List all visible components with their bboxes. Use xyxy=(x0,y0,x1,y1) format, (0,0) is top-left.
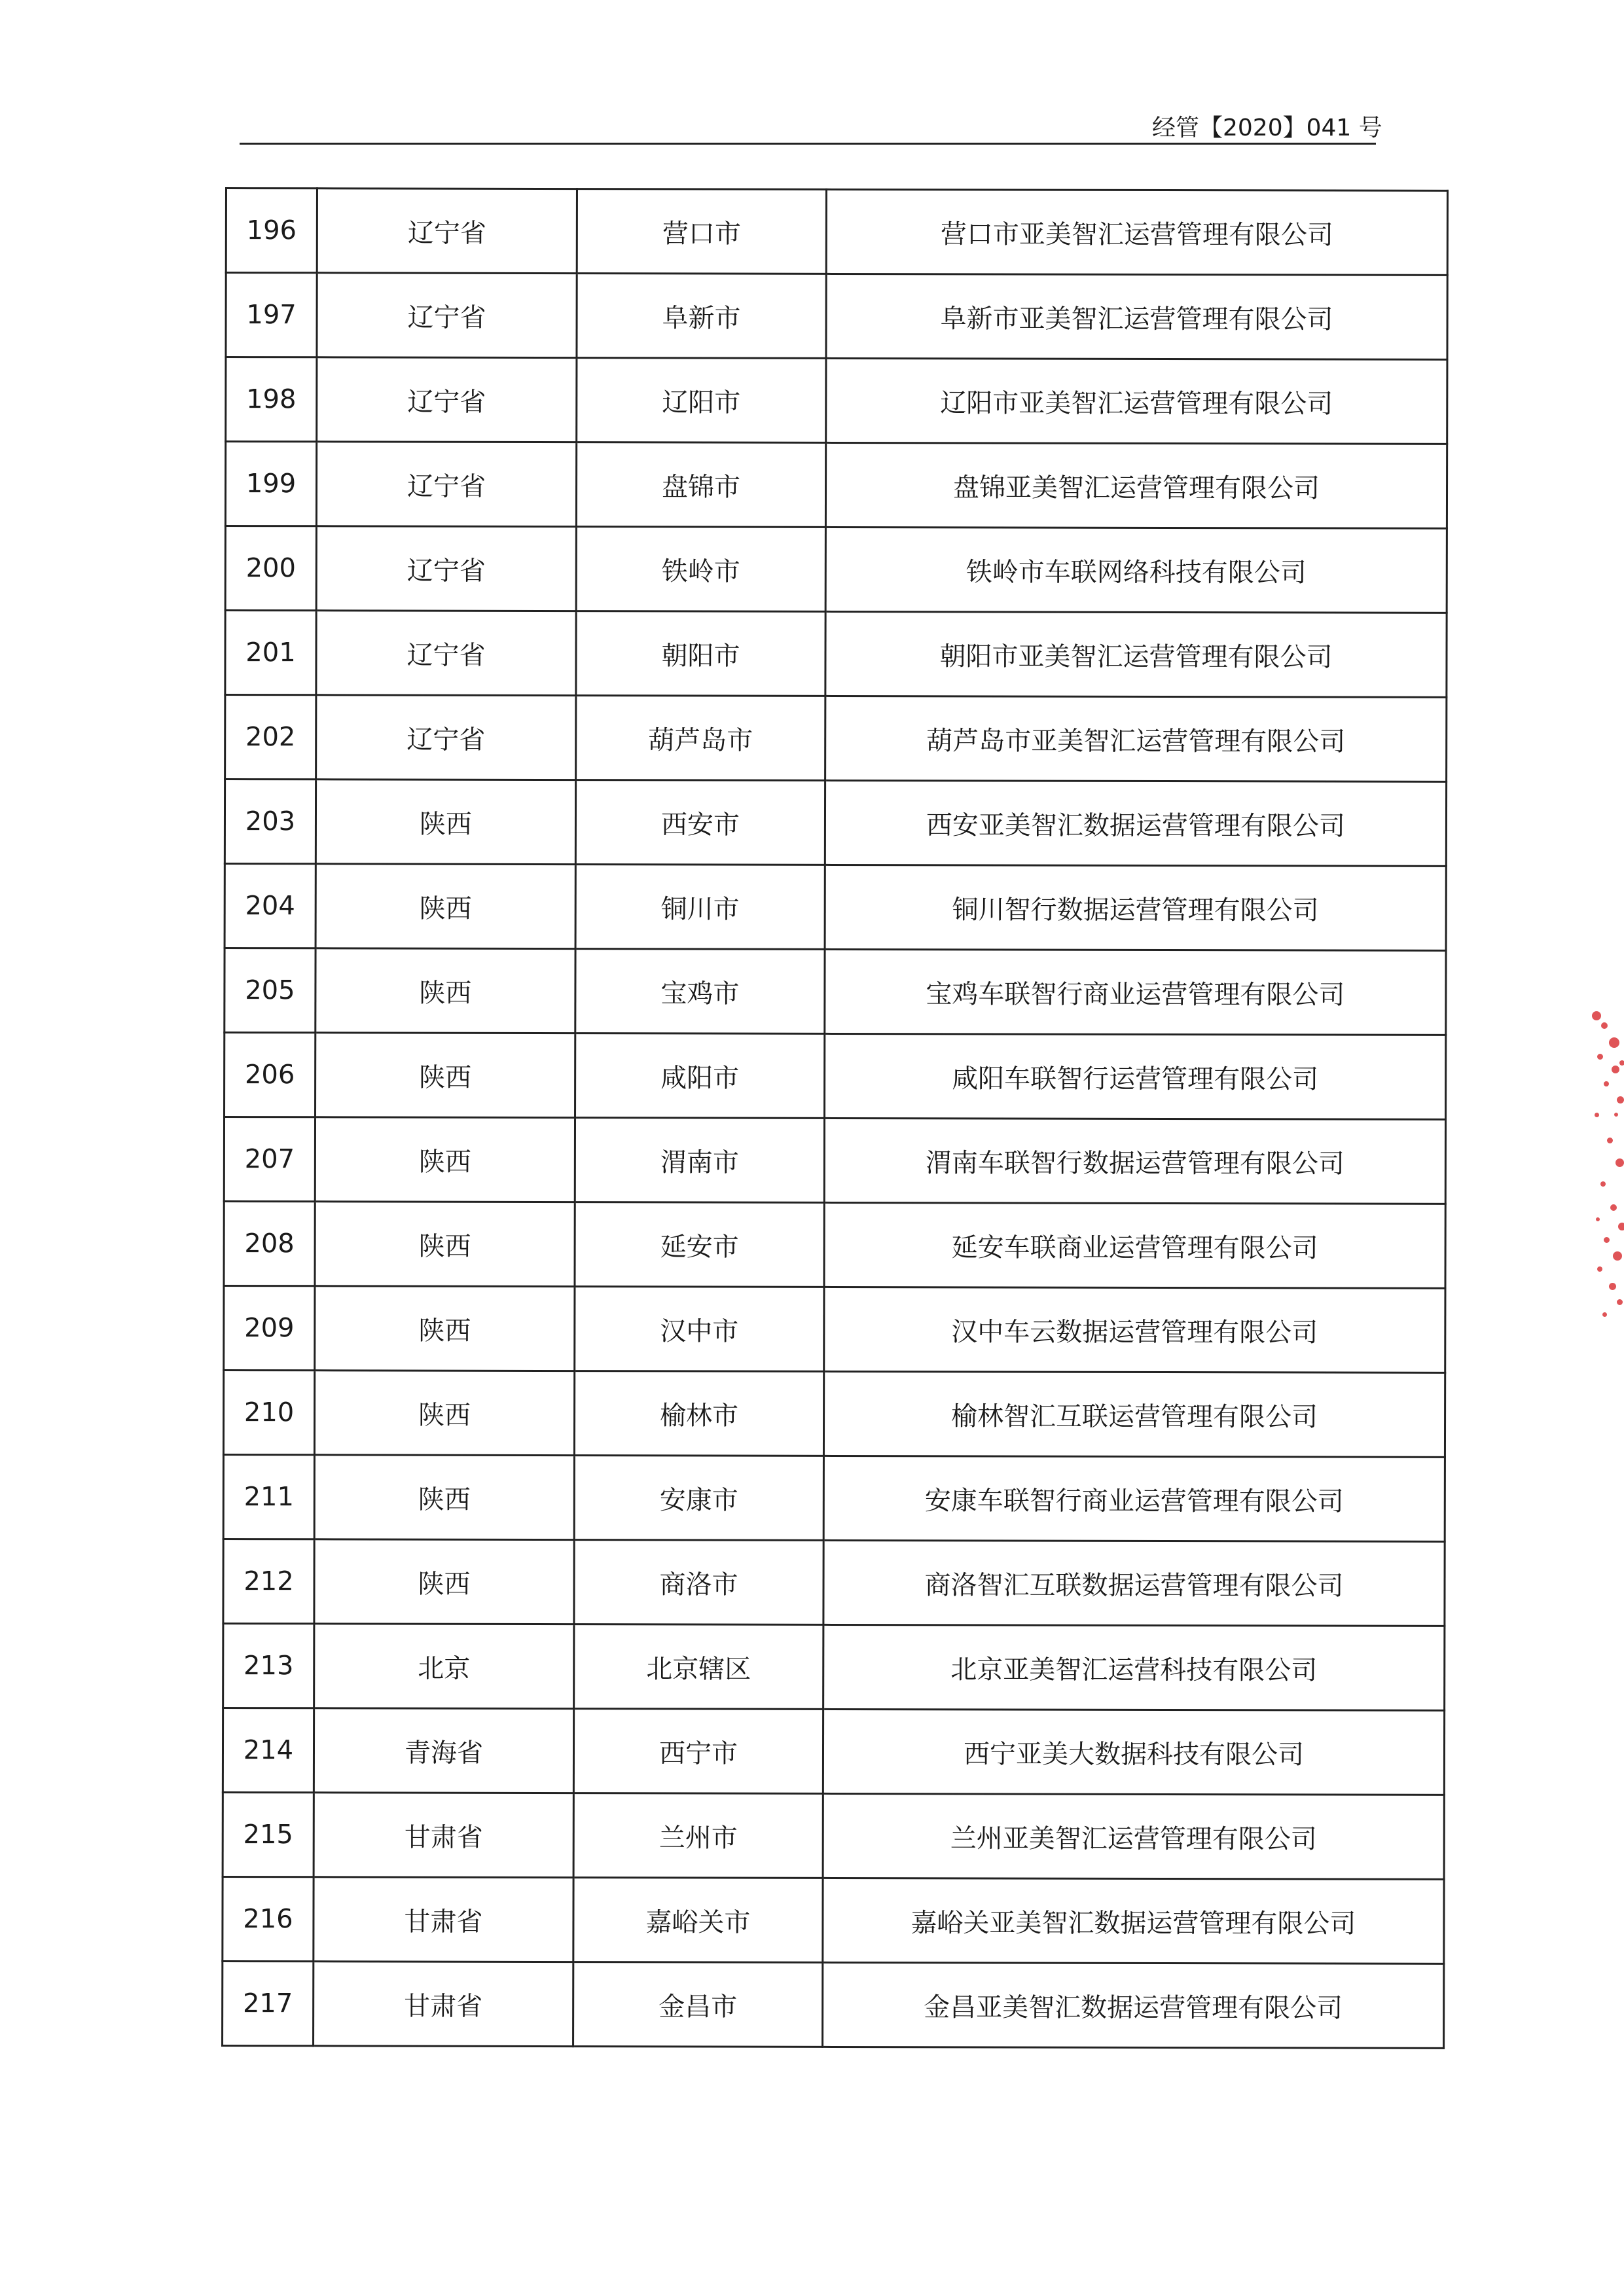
row-number-cell: 200 xyxy=(225,526,316,611)
row-number-cell: 214 xyxy=(223,1708,314,1792)
seal-ink-speck xyxy=(1604,1237,1610,1243)
company-name-cell: 榆林智汇互联运营管理有限公司 xyxy=(823,1371,1445,1457)
city-cell: 嘉峪关市 xyxy=(573,1878,823,1963)
row-number-cell: 209 xyxy=(224,1285,315,1370)
table-row xyxy=(226,357,1447,444)
company-name-cell: 铁岭市车联网络科技有限公司 xyxy=(825,527,1447,613)
company-roster-table xyxy=(221,187,1449,2049)
table-row xyxy=(223,1961,1444,2048)
company-name-cell: 嘉峪关亚美智汇数据运营管理有限公司 xyxy=(823,1878,1444,1964)
seal-ink-speck xyxy=(1614,1113,1618,1117)
seal-ink-speck xyxy=(1597,1054,1603,1060)
company-name-cell: 商洛智汇互联数据运营管理有限公司 xyxy=(823,1540,1445,1626)
province-cell: 陕西 xyxy=(316,780,575,865)
company-name-cell: 汉中车云数据运营管理有限公司 xyxy=(824,1287,1445,1372)
province-cell: 陕西 xyxy=(314,1455,574,1540)
seal-ink-speck xyxy=(1615,1158,1624,1167)
table-row xyxy=(225,780,1446,867)
seal-ink-speck xyxy=(1597,1266,1602,1272)
table-row xyxy=(223,1708,1444,1795)
company-name-cell: 盘锦亚美智汇运营管理有限公司 xyxy=(825,442,1447,528)
table-row xyxy=(224,1117,1445,1204)
province-cell: 青海省 xyxy=(314,1708,573,1793)
province-cell: 辽宁省 xyxy=(317,273,577,358)
city-cell: 汉中市 xyxy=(575,1287,824,1372)
seal-ink-speck xyxy=(1596,1217,1600,1221)
company-name-cell: 朝阳市亚美智汇运营管理有限公司 xyxy=(825,611,1447,697)
row-number-cell: 210 xyxy=(223,1370,314,1454)
company-name-cell: 阜新市亚美智汇运营管理有限公司 xyxy=(826,274,1447,359)
province-cell: 辽宁省 xyxy=(316,526,576,611)
city-cell: 阜新市 xyxy=(577,274,826,359)
city-cell: 金昌市 xyxy=(573,1962,823,2047)
company-name-cell: 金昌亚美智汇数据运营管理有限公司 xyxy=(823,1962,1444,2048)
seal-ink-speck xyxy=(1600,1181,1606,1187)
row-number-cell: 213 xyxy=(223,1623,314,1708)
city-cell: 盘锦市 xyxy=(576,442,825,528)
row-number-cell: 216 xyxy=(223,1876,314,1961)
province-cell: 辽宁省 xyxy=(316,611,576,696)
city-cell: 咸阳市 xyxy=(575,1033,825,1119)
province-cell: 甘肃省 xyxy=(314,1877,573,1962)
table-row xyxy=(226,273,1447,360)
row-number-cell: 197 xyxy=(226,273,317,357)
company-name-cell: 北京亚美智汇运营科技有限公司 xyxy=(823,1624,1445,1710)
company-name-cell: 兰州亚美智汇运营管理有限公司 xyxy=(823,1793,1444,1879)
row-number-cell: 208 xyxy=(224,1201,315,1285)
province-cell: 陕西 xyxy=(314,1371,574,1456)
roster-table-body xyxy=(223,188,1448,2049)
city-cell: 榆林市 xyxy=(574,1371,823,1456)
province-cell: 陕西 xyxy=(316,864,575,949)
seal-ink-speck xyxy=(1601,1022,1608,1029)
company-name-cell: 安康车联智行商业运营管理有限公司 xyxy=(823,1456,1445,1541)
company-name-cell: 咸阳车联智行运营管理有限公司 xyxy=(825,1033,1446,1119)
province-cell: 辽宁省 xyxy=(317,357,577,442)
seal-ink-speck xyxy=(1617,1299,1623,1305)
company-name-cell: 西安亚美智汇数据运营管理有限公司 xyxy=(825,780,1446,866)
row-number-cell: 207 xyxy=(224,1117,315,1202)
province-cell: 甘肃省 xyxy=(314,1962,573,2047)
company-name-cell: 铜川智行数据运营管理有限公司 xyxy=(825,865,1446,950)
province-cell: 北京 xyxy=(314,1624,574,1709)
table-row xyxy=(225,526,1447,613)
city-cell: 延安市 xyxy=(575,1202,824,1287)
seal-ink-speck xyxy=(1619,1060,1624,1066)
row-number-cell: 215 xyxy=(223,1792,314,1876)
seal-ink-speck xyxy=(1612,1066,1619,1073)
province-cell: 辽宁省 xyxy=(317,188,577,274)
province-cell: 陕西 xyxy=(316,1033,575,1118)
table-row xyxy=(223,1792,1444,1879)
province-cell: 陕西 xyxy=(315,1117,575,1202)
province-cell: 陕西 xyxy=(316,948,575,1033)
city-cell: 渭南市 xyxy=(575,1118,824,1203)
row-number-cell: 212 xyxy=(223,1539,314,1623)
city-cell: 安康市 xyxy=(574,1456,823,1541)
city-cell: 辽阳市 xyxy=(577,358,826,443)
row-number-cell: 217 xyxy=(223,1961,314,2045)
company-name-cell: 宝鸡车联智行商业运营管理有限公司 xyxy=(825,949,1446,1035)
table-row xyxy=(225,1033,1446,1120)
seal-ink-speck xyxy=(1592,1011,1601,1020)
document-number: 经管【2020】041 号 xyxy=(1152,115,1382,141)
row-number-cell: 205 xyxy=(225,948,316,1033)
company-name-cell: 葫芦岛市亚美智汇运营管理有限公司 xyxy=(825,696,1447,781)
city-cell: 宝鸡市 xyxy=(575,949,825,1034)
city-cell: 葫芦岛市 xyxy=(576,696,825,781)
seal-ink-speck xyxy=(1613,1251,1622,1261)
row-number-cell: 202 xyxy=(225,695,316,780)
province-cell: 甘肃省 xyxy=(314,1793,573,1878)
table-row xyxy=(226,188,1447,276)
row-number-cell: 196 xyxy=(226,188,317,273)
city-cell: 西宁市 xyxy=(573,1709,823,1794)
city-cell: 铜川市 xyxy=(575,865,825,950)
table-row xyxy=(224,1285,1445,1372)
seal-ink-speck xyxy=(1607,1138,1613,1143)
city-cell: 兰州市 xyxy=(573,1793,823,1878)
company-name-cell: 延安车联商业运营管理有限公司 xyxy=(824,1202,1445,1288)
city-cell: 北京辖区 xyxy=(574,1624,823,1710)
seal-ink-speck xyxy=(1604,1081,1609,1086)
city-cell: 营口市 xyxy=(577,189,826,274)
table-row xyxy=(224,1201,1445,1288)
row-number-cell: 211 xyxy=(223,1454,314,1539)
table-row xyxy=(223,1623,1445,1710)
company-name-cell: 渭南车联智行数据运营管理有限公司 xyxy=(824,1118,1445,1204)
seal-ink-speck xyxy=(1618,1223,1624,1230)
row-number-cell: 206 xyxy=(225,1033,316,1117)
row-number-cell: 201 xyxy=(225,611,316,695)
province-cell: 辽宁省 xyxy=(316,442,576,527)
seal-ink-speck xyxy=(1610,1204,1617,1211)
company-name-cell: 营口市亚美智汇运营管理有限公司 xyxy=(826,189,1447,275)
table-row xyxy=(225,948,1446,1035)
city-cell: 铁岭市 xyxy=(576,527,825,612)
seal-ink-speck xyxy=(1617,1096,1624,1103)
seal-ink-speck xyxy=(1609,1037,1619,1048)
company-name-cell: 辽阳市亚美智汇运营管理有限公司 xyxy=(826,358,1447,444)
row-number-cell: 198 xyxy=(226,357,317,442)
table-row xyxy=(225,864,1446,951)
province-cell: 陕西 xyxy=(314,1539,574,1624)
city-cell: 商洛市 xyxy=(574,1540,823,1625)
row-number-cell: 204 xyxy=(225,864,316,948)
table-row xyxy=(225,611,1447,698)
city-cell: 朝阳市 xyxy=(576,611,825,696)
seal-ink-speck xyxy=(1609,1283,1616,1290)
seal-ink-speck xyxy=(1602,1312,1607,1317)
seal-ink-speck xyxy=(1595,1113,1599,1117)
province-cell: 辽宁省 xyxy=(316,695,576,780)
row-number-cell: 203 xyxy=(225,780,316,864)
table-row xyxy=(223,1370,1445,1457)
header-rule xyxy=(240,143,1376,145)
row-number-cell: 199 xyxy=(225,442,316,526)
company-name-cell: 西宁亚美大数据科技有限公司 xyxy=(823,1709,1444,1795)
table-row xyxy=(225,442,1447,529)
table-row xyxy=(225,695,1447,782)
table-row xyxy=(223,1454,1445,1541)
city-cell: 西安市 xyxy=(575,780,825,865)
province-cell: 陕西 xyxy=(315,1202,575,1287)
table-row xyxy=(223,1539,1445,1626)
table-row xyxy=(223,1876,1444,1964)
province-cell: 陕西 xyxy=(315,1286,575,1371)
